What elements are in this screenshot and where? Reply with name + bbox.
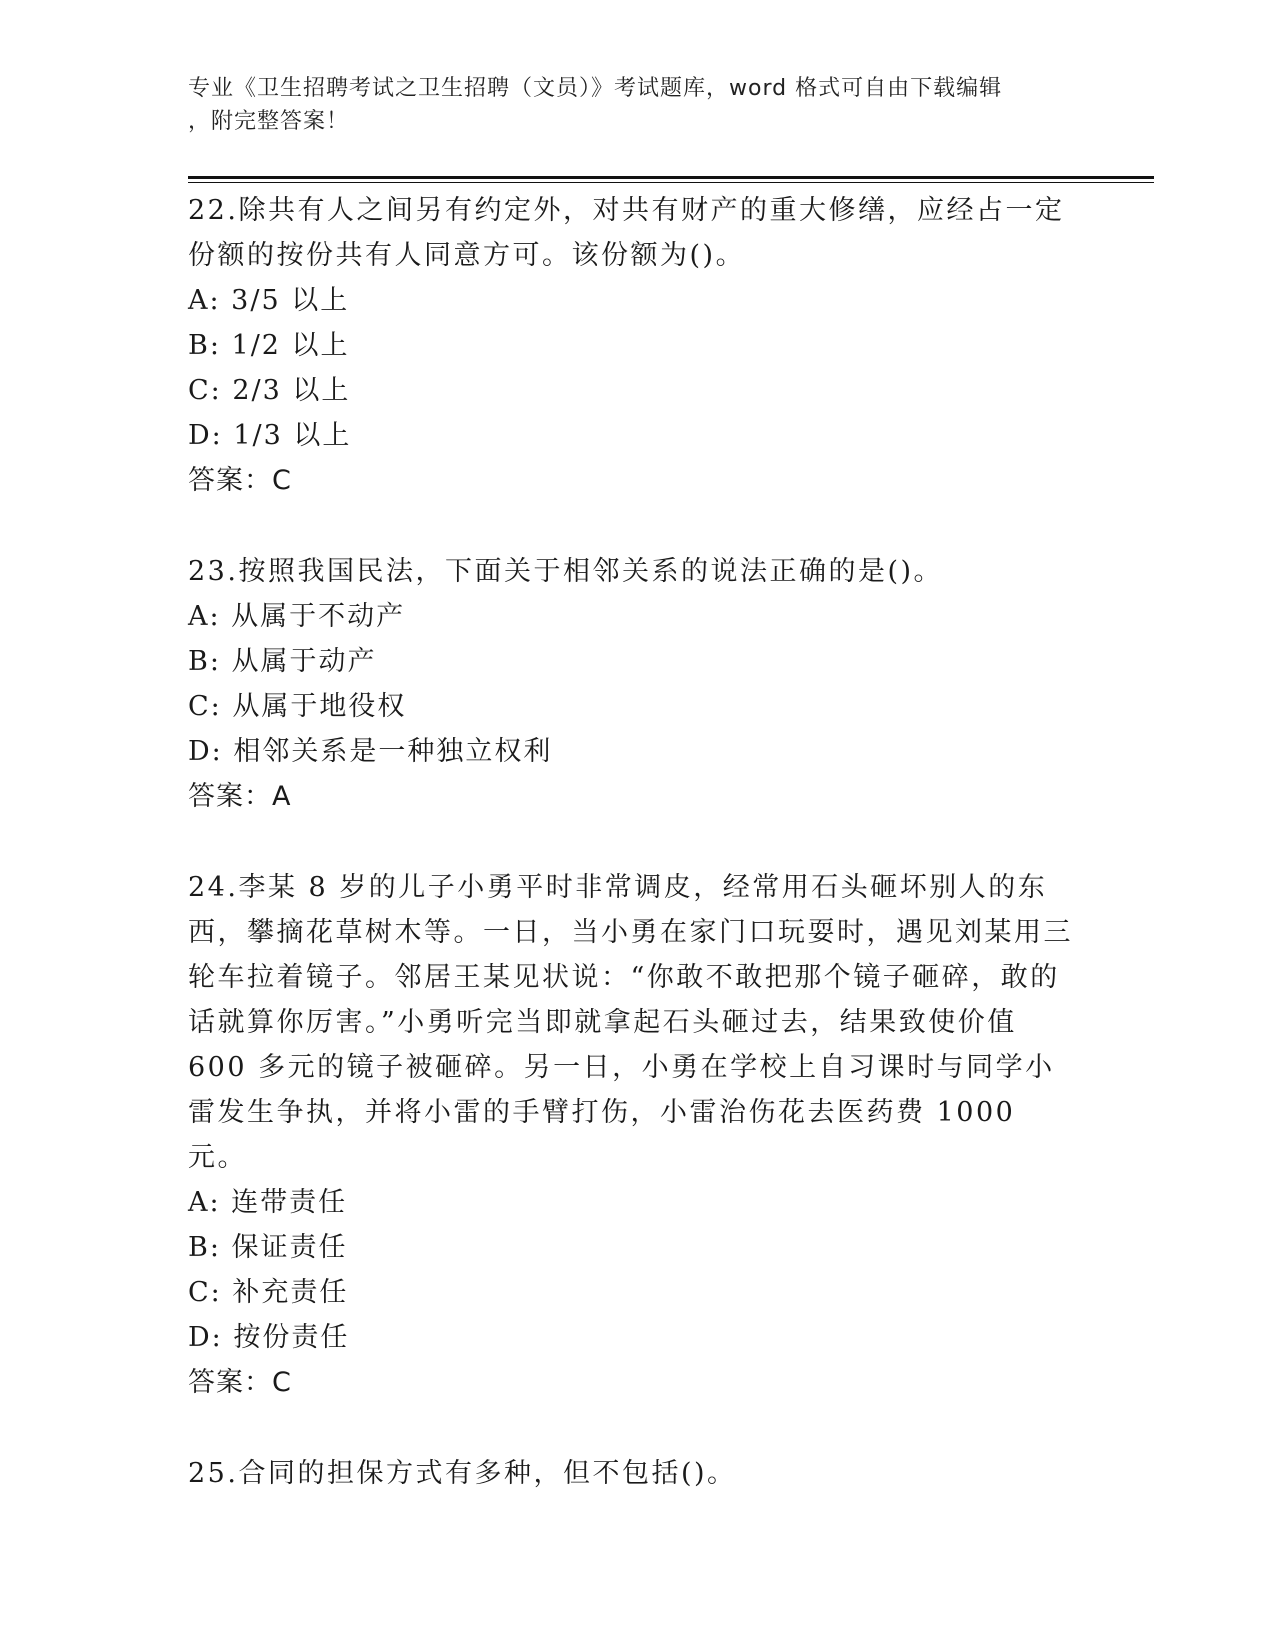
answer-line: 答案：C	[188, 1367, 292, 1398]
spacer	[188, 503, 1078, 549]
question-23	[188, 549, 1078, 819]
header-line-2: ，附完整答案！	[188, 109, 350, 134]
option-b: B: 保证责任	[188, 1232, 348, 1263]
question-text: 25.合同的担保方式有多种，但不包括()。	[188, 1458, 737, 1489]
question-24	[188, 865, 1078, 1405]
question-list	[188, 188, 1078, 1496]
spacer	[188, 819, 1078, 865]
question-22	[188, 188, 1078, 503]
question-text: 24.李某 8 岁的儿子小勇平时非常调皮，经常用石头砸坏别人的东西，攀摘花草树木等。一日，当小勇在家门口玩耍时，遇见刘某用三轮车拉着镜子。邻居王某见状说：“你敢不敢把那个镜子砸碎，敢的话就算你厉害。”小勇听完当即就拿起石头砸过去，结果致使价值 600 多元的镜子被砸碎。另一日，小勇在学校上自习课时与同学小雷发生争执，并将小雷的手臂打伤，小雷治伤花去医药费 1000 元。	[188, 872, 1073, 1173]
option-c: C: 2/3 以上	[188, 375, 351, 406]
answer-line: 答案：C	[188, 465, 292, 496]
answer-line: 答案：A	[188, 781, 292, 812]
option-c: C: 从属于地役权	[188, 691, 407, 722]
question-text: 23.按照我国民法，下面关于相邻关系的说法正确的是()。	[188, 556, 944, 587]
option-b: B: 从属于动产	[188, 646, 377, 677]
header-divider-thin	[188, 182, 1154, 183]
option-d: D: 1/3 以上	[188, 420, 352, 451]
question-25	[188, 1451, 1078, 1496]
header-divider-thick	[188, 176, 1154, 179]
option-c: C: 补充责任	[188, 1277, 349, 1308]
question-text: 22.除共有人之间另有约定外，对共有财产的重大修缮，应经占一定份额的按份共有人同意方可。该份额为()。	[188, 195, 1065, 271]
option-a: A: 从属于不动产	[188, 601, 406, 632]
document-header	[188, 72, 1068, 138]
option-d: D: 按份责任	[188, 1322, 350, 1353]
spacer	[188, 1405, 1078, 1451]
header-line-1: 专业《卫生招聘考试之卫生招聘（文员）》考试题库，word 格式可自由下载编辑	[188, 76, 1003, 101]
option-b: B: 1/2 以上	[188, 330, 350, 361]
option-a: A: 连带责任	[188, 1187, 348, 1218]
option-d: D: 相邻关系是一种独立权利	[188, 736, 553, 767]
option-a: A: 3/5 以上	[188, 285, 350, 316]
